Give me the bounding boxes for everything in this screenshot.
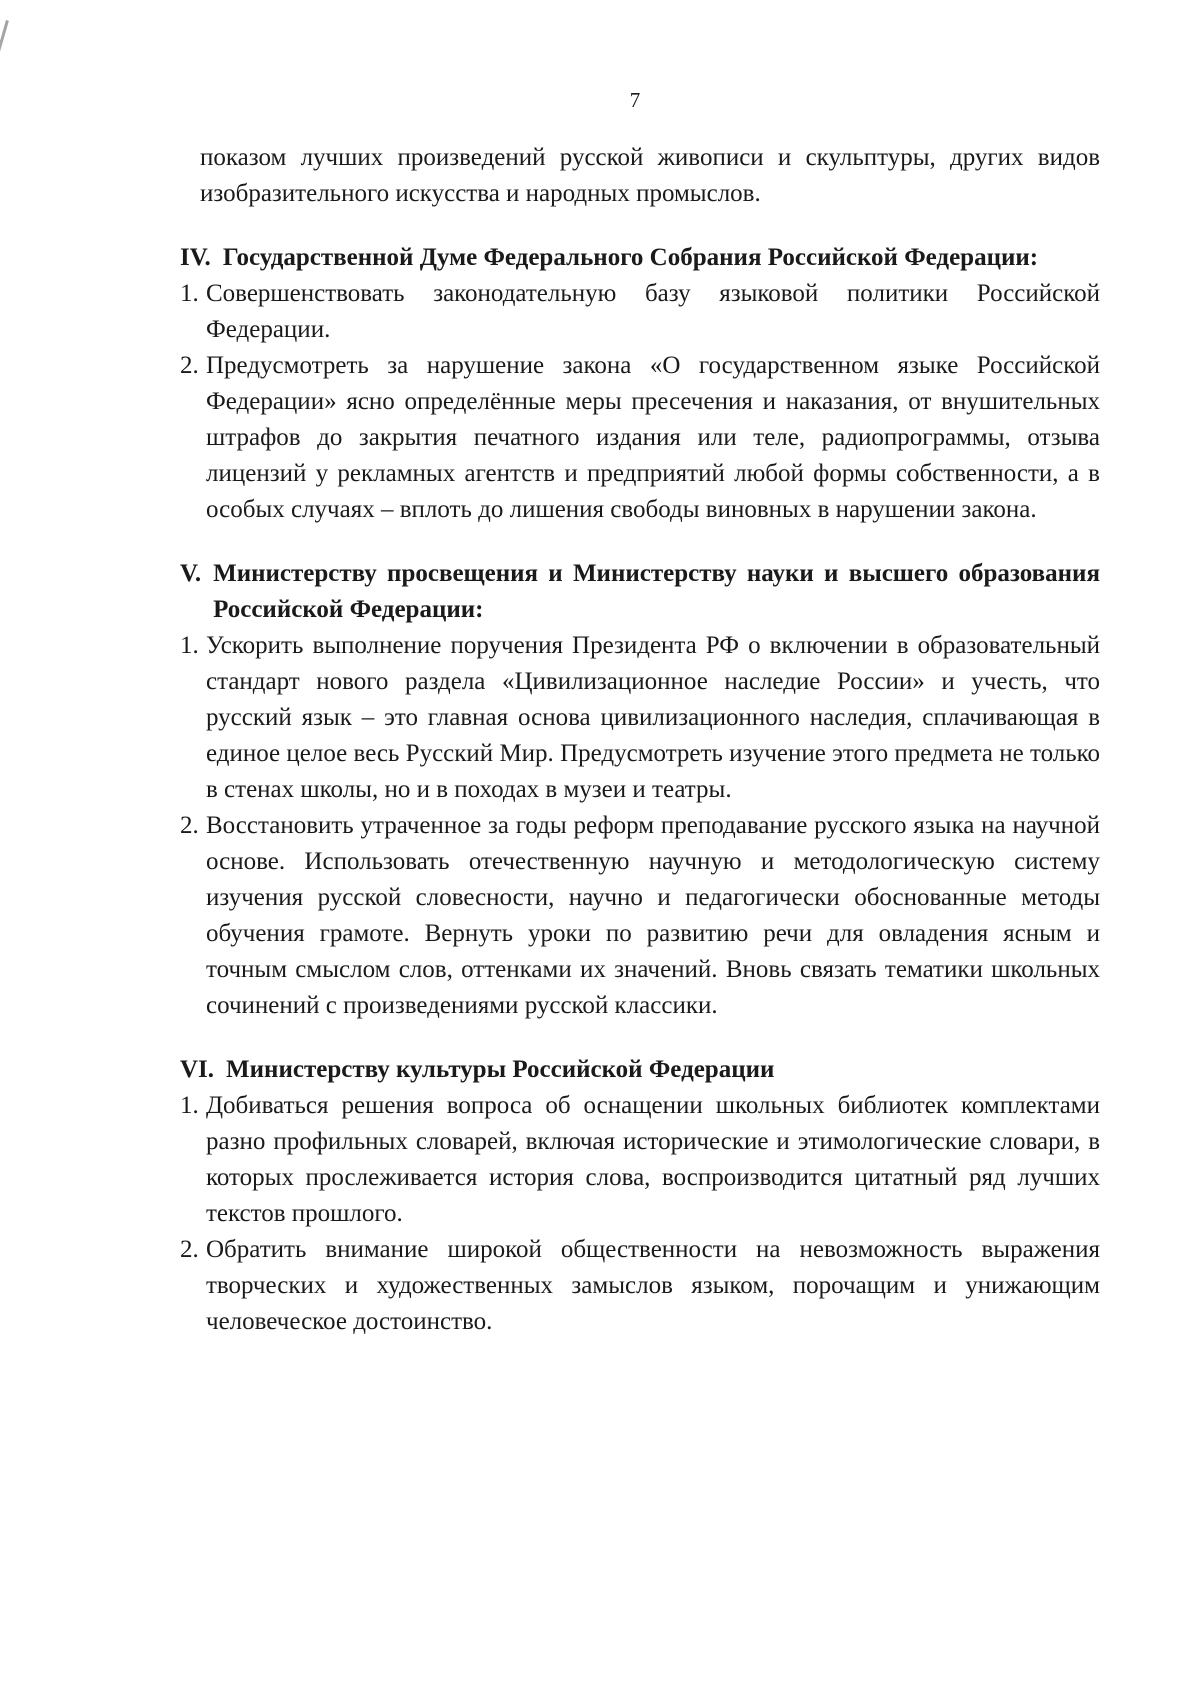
- item-number: 2.: [180, 812, 199, 839]
- item-number: 1.: [180, 1092, 199, 1119]
- section-heading: [180, 240, 1100, 276]
- intro-paragraph: показом лучших произведений русской живописи и скульптуры, других видов изобразительного искусства и народных промыслов.: [200, 144, 1100, 207]
- item-text: Обратить внимание широкой общественности на невозможность выражения творческих и художественных замыслов языком, порочащим и унижающим человеческое достоинство.: [206, 1236, 1100, 1335]
- document-body: [180, 140, 1100, 1340]
- list-item: [180, 628, 1100, 808]
- item-text: Ускорить выполнение поручения Президента РФ о включении в образовательный стандарт нового раздела «Цивилизационное наследие России» и учесть, что русский язык – это главная основа цивилизационного наследия, сплачивающая в единое целое весь Русский Мир. Предусмотреть изучение этого предмета не только в стенах школы, но и в походах в музеи и театры.: [206, 632, 1100, 803]
- item-number: 2.: [180, 352, 199, 379]
- item-text: Предусмотреть за нарушение закона «О государственном языке Российской Федерации» ясно определённые меры пресечения и наказания, от внушительных штрафов до закрытия печатного издания или теле, радиопрограммы, отзыва лицензий у рекламных агентств и предприятий любой формы собственности, а в особых случаях – вплоть до лишения свободы виновных в нарушении закона.: [206, 352, 1100, 523]
- list-item: [180, 1232, 1100, 1340]
- page-number: 7: [629, 88, 641, 112]
- item-number: 2.: [180, 1236, 199, 1263]
- list-item: [180, 808, 1100, 1024]
- section-heading: [180, 1052, 1100, 1088]
- section-heading: [180, 556, 1100, 628]
- list-item: [180, 276, 1100, 348]
- section-numeral: V.: [180, 560, 202, 587]
- list-item: [180, 1088, 1100, 1232]
- section-title: Государственной Думе Федерального Собрания Российской Федерации:: [222, 244, 1039, 271]
- section-title: Министерству просвещения и Министерству науки и высшего образования Российской Федерации:: [213, 560, 1100, 623]
- item-text: Добиваться решения вопроса об оснащении школьных библиотек комплектами разно профильных словарей, включая исторические и этимологические словари, в которых прослеживается история слова, воспроизводится цитатный ряд лучших текстов прошлого.: [206, 1092, 1100, 1227]
- item-number: 1.: [180, 632, 199, 659]
- item-number: 1.: [180, 280, 199, 307]
- list-item: [180, 348, 1100, 528]
- section-numeral: VI.: [180, 1056, 215, 1083]
- item-text: Совершенствовать законодательную базу языковой политики Российской Федерации.: [206, 280, 1100, 343]
- scan-edge-artifact: [0, 20, 9, 223]
- item-text: Восстановить утраченное за годы реформ преподавание русского языка на научной основе. Использовать отечественную научную и методологическую систему изучения русской словесности, научно и педагогически обоснованные методы обучения грамоте. Вернуть уроки по развитию речи для овладения ясным и точным смыслом слов, оттенками их значений. Вновь связать тематики школьных сочинений с произведениями русской классики.: [206, 812, 1100, 1019]
- section-numeral: IV.: [180, 244, 211, 271]
- section-title: Министерству культуры Российской Федерации: [226, 1056, 775, 1083]
